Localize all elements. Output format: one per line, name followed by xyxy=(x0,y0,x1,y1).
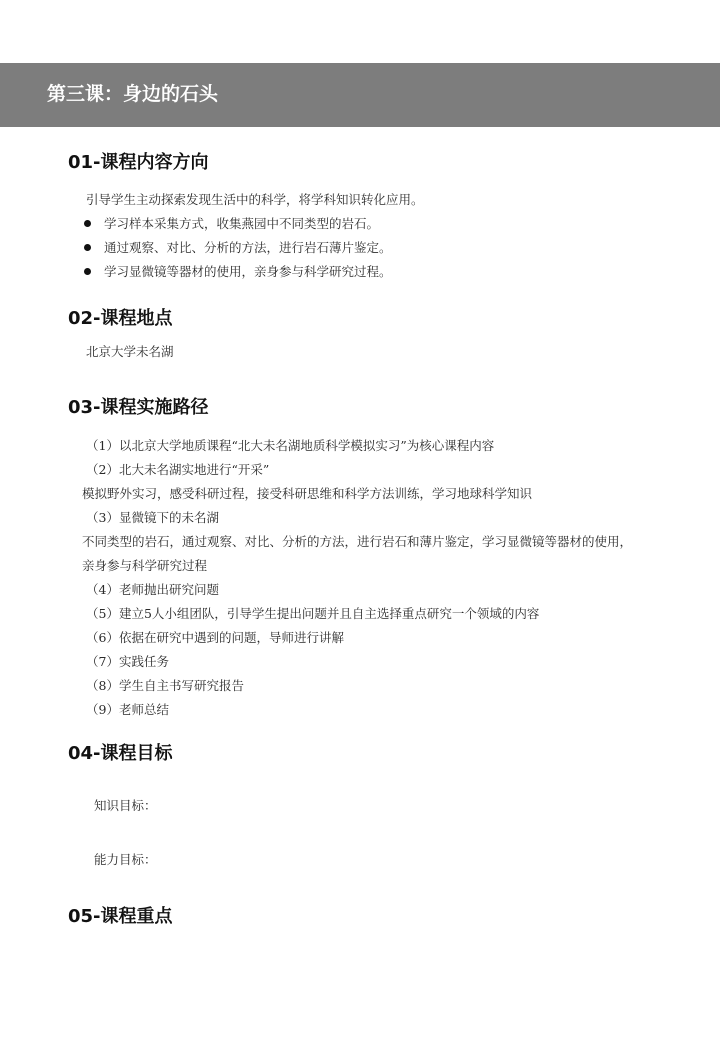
section-02-heading: 02-课程地点 xyxy=(68,308,173,329)
ability-goal-label: 能力目标： xyxy=(94,852,157,867)
knowledge-goal-label: 知识目标： xyxy=(94,798,157,813)
section-01-bullet: 通过观察、对比、分析的方法，进行岩石薄片鉴定。 xyxy=(104,240,392,255)
section-01-bullet: 学习样本采集方式，收集燕园中不同类型的岩石。 xyxy=(104,216,380,231)
lesson-title-bar xyxy=(0,63,720,127)
course-location: 北京大学未名湖 xyxy=(86,344,174,359)
path-line: （4）老师抛出研究问题 xyxy=(86,582,219,597)
path-line: （2）北大未名湖实地进行“开采” xyxy=(86,462,270,477)
path-line: （6）依据在研究中遇到的问题，导师进行讲解 xyxy=(86,630,344,645)
path-line: （3）显微镜下的未名湖 xyxy=(86,510,219,525)
bullet-dot-icon xyxy=(84,220,91,227)
path-line: （8）学生自主书写研究报告 xyxy=(86,678,244,693)
path-line: （7）实践任务 xyxy=(86,654,169,669)
path-line: （9）老师总结 xyxy=(86,702,169,717)
path-line: （1）以北京大学地质课程“北大未名湖地质科学模拟实习”为核心课程内容 xyxy=(86,438,495,453)
path-line: 不同类型的岩石，通过观察、对比、分析的方法，进行岩石和薄片鉴定，学习显微镜等器材的使用， xyxy=(82,534,633,549)
section-01-intro: 引导学生主动探索发现生活中的科学，将学科知识转化应用。 xyxy=(86,192,424,207)
path-line: 亲身参与科学研究过程 xyxy=(82,558,208,573)
bullet-dot-icon xyxy=(84,244,91,251)
section-05-heading: 05-课程重点 xyxy=(68,906,173,927)
path-line: 模拟野外实习，感受科研过程，接受科研思维和科学方法训练，学习地球科学知识 xyxy=(82,486,533,501)
section-01-bullet: 学习显微镜等器材的使用，亲身参与科学研究过程。 xyxy=(104,264,392,279)
section-03-heading: 03-课程实施路径 xyxy=(68,397,209,418)
section-04-heading: 04-课程目标 xyxy=(68,743,173,764)
section-01-heading: 01-课程内容方向 xyxy=(68,152,209,173)
path-line: （5）建立5人小组团队，引导学生提出问题并且自主选择重点研究一个领域的内容 xyxy=(86,606,540,621)
bullet-dot-icon xyxy=(84,268,91,275)
lesson-title: 第三课：身边的石头 xyxy=(47,83,219,105)
